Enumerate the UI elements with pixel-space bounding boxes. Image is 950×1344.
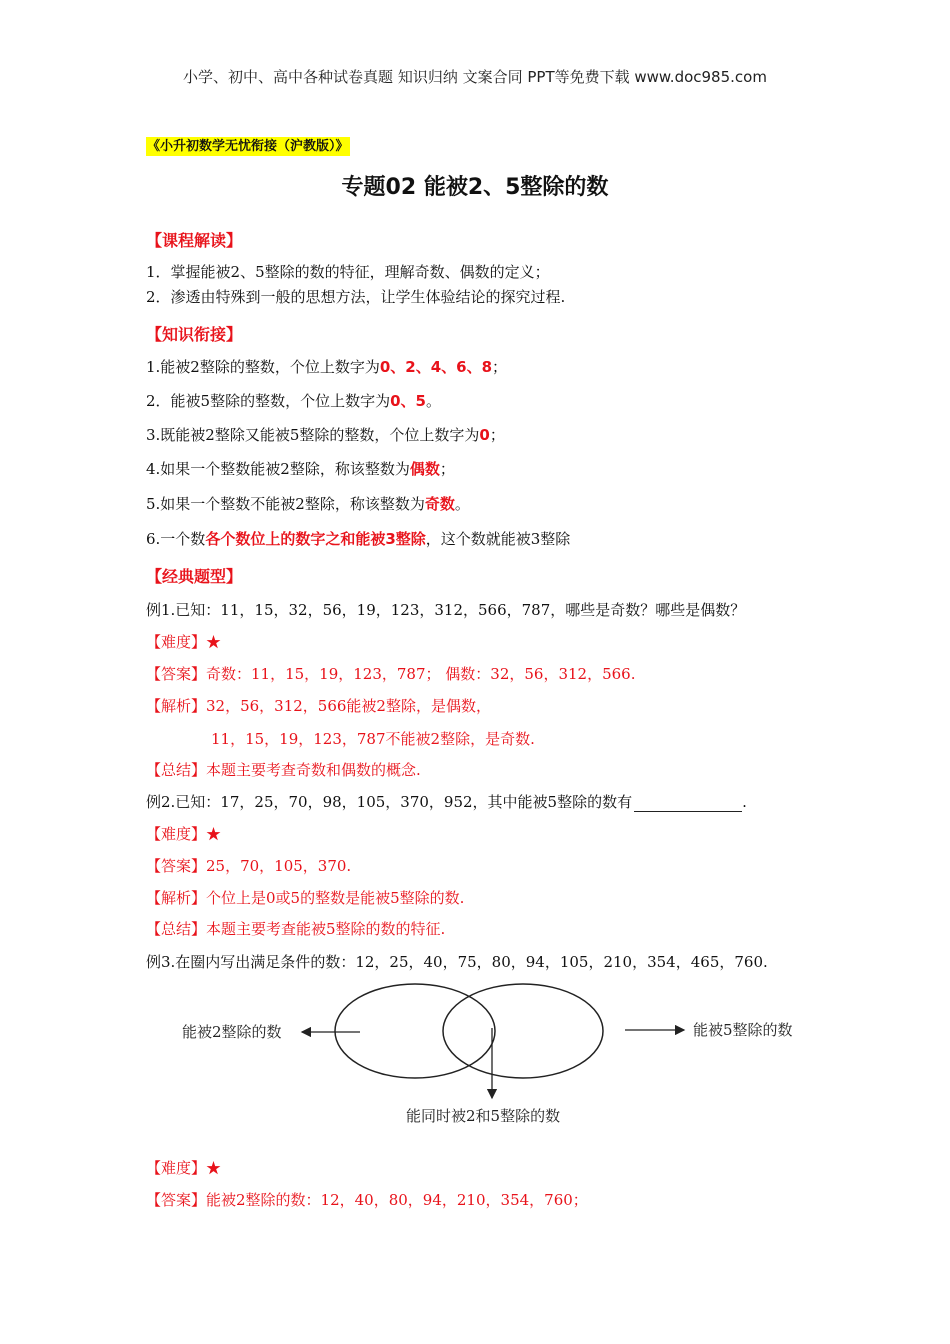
example-1-summary: 【总结】本题主要考查奇数和偶数的概念. xyxy=(146,761,421,779)
course-line-2: 2．渗透由特殊到一般的思想方法，让学生体验结论的探究过程. xyxy=(146,288,566,306)
knowledge-item-5 xyxy=(146,494,470,514)
example-2-difficulty: 【难度】★ xyxy=(146,825,222,843)
right-ellipse xyxy=(443,984,603,1078)
knowledge-item-1 xyxy=(146,357,507,377)
example-1-question: 例1.已知：11，15，32，56，19，123，312，566，787，哪些是奇数？哪些是偶数？ xyxy=(146,601,746,619)
example-1-analysis-2: 11，15，19，123，787不能被2整除，是奇数. xyxy=(211,730,535,748)
example-1-difficulty: 【难度】★ xyxy=(146,633,222,651)
knowledge-item-6-text: 6.一个数 xyxy=(146,530,206,548)
example-1-answer: 【答案】奇数：11，15，19，123，787； 偶数：32，56，312，566. xyxy=(146,665,636,683)
knowledge-item-2 xyxy=(146,391,441,411)
venn-label-bottom: 能同时被2和5整除的数 xyxy=(406,1107,561,1125)
watermark-header: 小学、初中、高中各种试卷真题 知识归纳 文案合同 PPT等免费下载 www.doc985.com xyxy=(183,68,767,86)
knowledge-item-5-highlight: 奇数 xyxy=(424,495,455,513)
section-knowledge: 【知识衔接】 xyxy=(146,325,243,344)
knowledge-item-4-text: 4.如果一个整数能被2整除，称该整数为 xyxy=(146,460,410,478)
knowledge-item-1-text: 1.能被2整除的整数，个位上数字为 xyxy=(146,358,380,376)
section-course: 【课程解读】 xyxy=(146,231,243,250)
knowledge-item-3-end: ； xyxy=(489,426,505,444)
example-2-question-end: . xyxy=(742,793,747,811)
knowledge-item-4-end: ； xyxy=(439,460,455,478)
knowledge-item-4-highlight: 偶数 xyxy=(409,460,440,478)
example-3-difficulty: 【难度】★ xyxy=(146,1159,222,1177)
knowledge-item-1-highlight: 0、2、4、6、8 xyxy=(379,358,493,376)
knowledge-item-3 xyxy=(146,425,505,445)
knowledge-item-4 xyxy=(146,459,455,479)
venn-diagram xyxy=(170,978,820,1130)
page-title: 专题02 能被2、5整除的数 xyxy=(341,175,609,200)
knowledge-item-3-text: 3.既能被2整除又能被5整除的整数，个位上数字为 xyxy=(146,426,480,444)
example-2-answer: 【答案】25，70，105，370. xyxy=(146,857,352,875)
knowledge-item-6-end: ，这个数就能被3整除 xyxy=(425,530,571,548)
knowledge-item-5-text: 5.如果一个整数不能被2整除，称该整数为 xyxy=(146,495,425,513)
series-label: 《小升初数学无忧衔接（沪教版）》 xyxy=(147,139,349,154)
example-2-question-text: 例2.已知：17，25，70，98，105，370，952，其中能被5整除的数有 xyxy=(146,793,633,811)
answer-blank xyxy=(634,797,742,812)
knowledge-item-6-highlight: 各个数位上的数字之和能被3整除 xyxy=(205,530,426,548)
knowledge-item-1-end: ； xyxy=(492,358,508,376)
example-3-answer: 【答案】能被2整除的数：12，40，80，94，210，354，760； xyxy=(146,1191,588,1209)
example-2-summary: 【总结】本题主要考查能被5整除的数的特征. xyxy=(146,920,446,938)
knowledge-item-3-highlight: 0 xyxy=(479,426,490,444)
course-line-1: 1．掌握能被2、5整除的数的特征，理解奇数、偶数的定义； xyxy=(146,263,550,281)
venn-label-right: 能被5整除的数 xyxy=(693,1021,793,1039)
example-3-question: 例3.在圈内写出满足条件的数：12，25，40，75，80，94，105，210，354，465，760. xyxy=(146,953,768,971)
knowledge-item-2-highlight: 0、5 xyxy=(390,392,426,410)
knowledge-item-2-end: 。 xyxy=(425,392,441,410)
knowledge-item-6 xyxy=(146,529,570,549)
knowledge-item-2-text: 2．能被5整除的整数，个位上数字为 xyxy=(146,392,391,410)
example-2-question xyxy=(146,792,747,812)
left-ellipse xyxy=(335,984,495,1078)
example-1-analysis-1: 【解析】32，56，312，566能被2整除，是偶数， xyxy=(146,697,491,715)
venn-label-left: 能被2整除的数 xyxy=(182,1023,282,1041)
example-2-analysis: 【解析】个位上是0或5的整数是能被5整除的数. xyxy=(146,889,465,907)
section-classic: 【经典题型】 xyxy=(146,567,243,586)
knowledge-item-5-end: 。 xyxy=(454,495,470,513)
